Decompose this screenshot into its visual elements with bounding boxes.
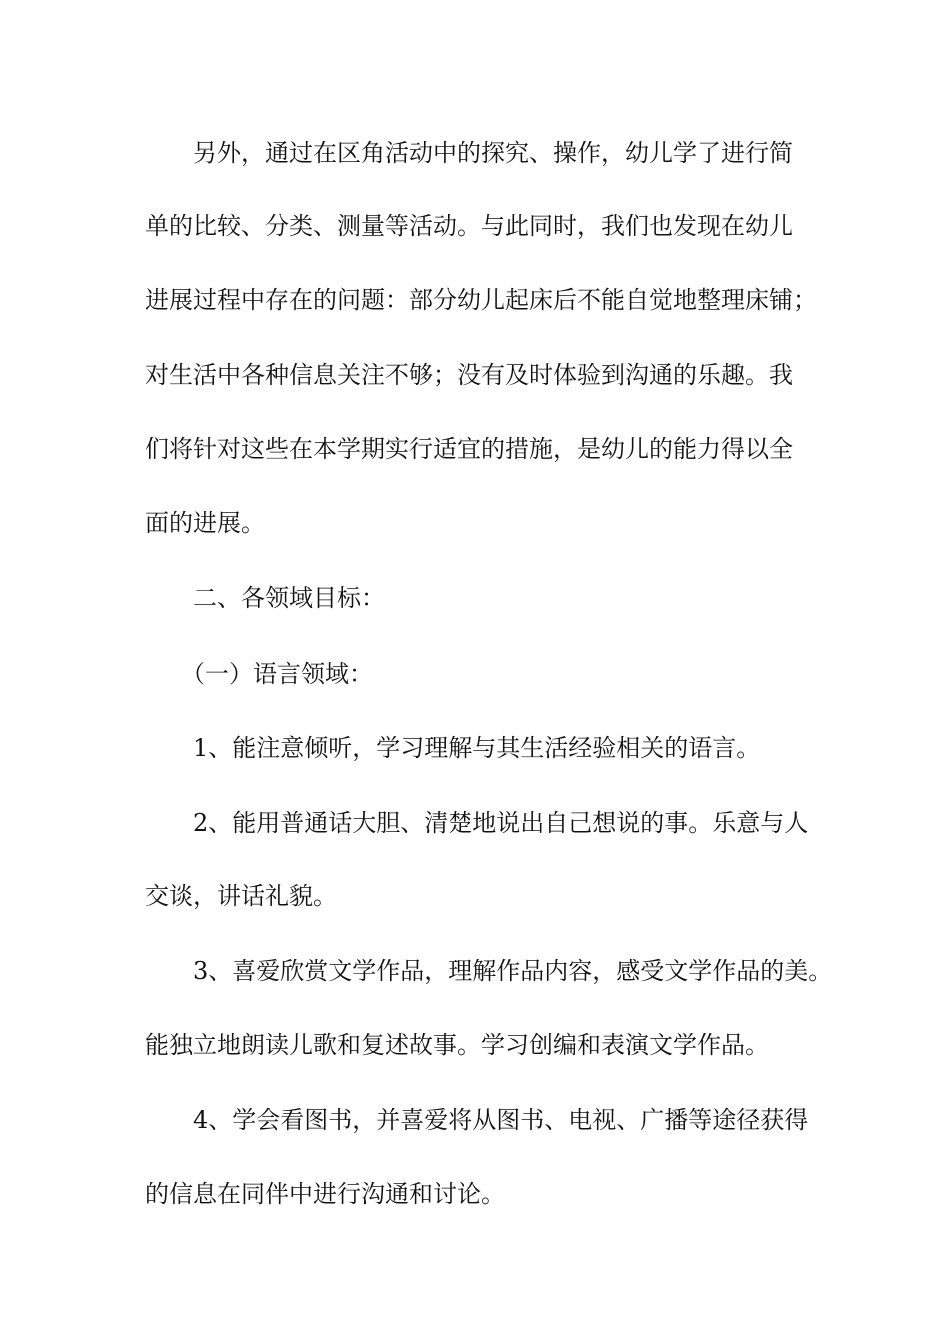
list-item-continuation: 交谈，讲话礼貌。 bbox=[145, 882, 337, 910]
list-item: 3、喜爱欣赏文学作品，理解作品内容，感受文学作品的美。 bbox=[193, 957, 833, 985]
list-item-continuation: 的信息在同伴中进行沟通和讨论。 bbox=[145, 1180, 505, 1208]
section-heading: 二、各领域目标： bbox=[193, 584, 385, 612]
paragraph-line: 进展过程中存在的问题：部分幼儿起床后不能自觉地整理床铺； bbox=[145, 286, 817, 314]
paragraph-line: 另外，通过在区角活动中的探究、操作，幼儿学了进行简 bbox=[193, 139, 793, 167]
list-item-continuation: 能独立地朗读儿歌和复述故事。学习创编和表演文学作品。 bbox=[145, 1031, 769, 1059]
list-item: 4、学会看图书，并喜爱将从图书、电视、广播等途径获得 bbox=[193, 1106, 809, 1134]
subsection-heading: （一）语言领域： bbox=[181, 660, 373, 688]
paragraph-line: 面的进展。 bbox=[145, 509, 265, 537]
paragraph-line: 们将针对这些在本学期实行适宜的措施，是幼儿的能力得以全 bbox=[145, 435, 793, 463]
list-item: 2、能用普通话大胆、清楚地说出自己想说的事。乐意与人 bbox=[193, 809, 809, 837]
list-item: 1、能注意倾听，学习理解与其生活经验相关的语言。 bbox=[193, 734, 761, 762]
paragraph-line: 对生活中各种信息关注不够；没有及时体验到沟通的乐趣。我 bbox=[145, 361, 793, 389]
paragraph-line: 单的比较、分类、测量等活动。与此同时，我们也发现在幼儿 bbox=[145, 212, 793, 240]
